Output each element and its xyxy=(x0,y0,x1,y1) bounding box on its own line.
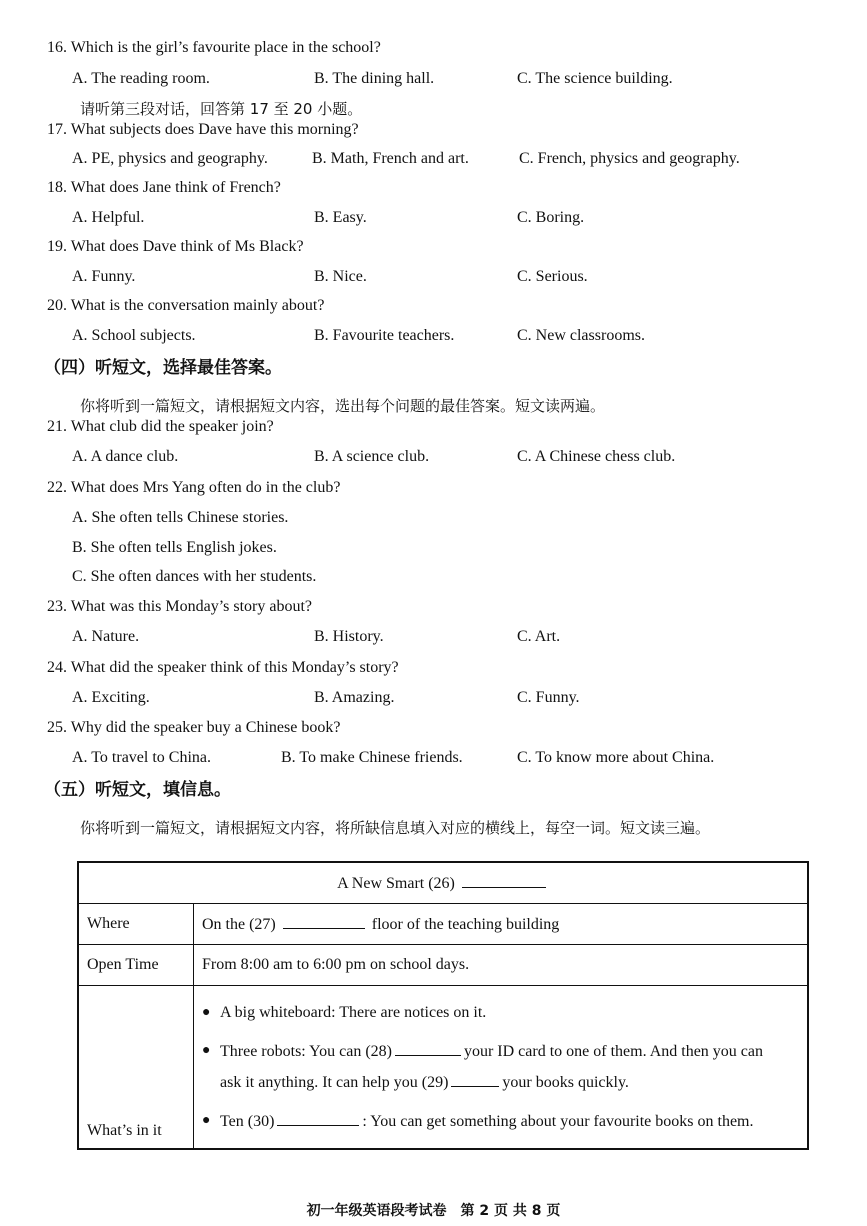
info-table xyxy=(77,861,809,1150)
table-title-cell xyxy=(78,862,808,904)
question-16: 16. Which is the girl’s favourite place in the school? xyxy=(47,39,381,56)
option-17b: B. Math, French and art. xyxy=(312,150,469,167)
section-4-instruction: 你将听到一篇短文，请根据短文内容，选出每个问题的最佳答案。短文读两遍。 xyxy=(80,397,606,415)
where-suffix: floor of the teaching building xyxy=(371,916,560,933)
question-25: 25. Why did the speaker buy a Chinese book? xyxy=(47,719,341,736)
option-18c: C. Boring. xyxy=(517,209,585,226)
bullet-ten xyxy=(202,1111,807,1132)
blank-27[interactable] xyxy=(283,914,365,929)
ten-suffix: : You can get something about your favourite books on them. xyxy=(362,1112,754,1130)
option-25a: A. To travel to China. xyxy=(72,749,212,766)
option-19a: A. Funny. xyxy=(72,268,136,285)
option-18b: B. Easy. xyxy=(314,209,367,226)
option-23a: A. Nature. xyxy=(72,628,140,645)
question-17: 17. What subjects does Dave have this morning? xyxy=(47,121,359,138)
ten-prefix: Ten (30) xyxy=(220,1112,275,1130)
option-22b: B. She often tells English jokes. xyxy=(72,539,277,556)
table-title: A New Smart (26) xyxy=(337,875,455,892)
option-25b: B. To make Chinese friends. xyxy=(281,749,463,766)
question-20: 20. What is the conversation mainly about? xyxy=(47,297,325,314)
option-18a: A. Helpful. xyxy=(72,209,145,226)
option-23c: C. Art. xyxy=(517,628,561,645)
question-23: 23. What was this Monday’s story about? xyxy=(47,598,313,615)
option-20a: A. School subjects. xyxy=(72,327,196,344)
option-24c: C. Funny. xyxy=(517,689,580,706)
option-22c: C. She often dances with her students. xyxy=(72,568,317,585)
section-5-instruction: 你将听到一篇短文，请根据短文内容，将所缺信息填入对应的横线上，每空一词。短文读三遍。 xyxy=(80,819,711,837)
option-20c: C. New classrooms. xyxy=(517,327,645,344)
whats-in-it-label: What’s in it xyxy=(78,986,194,1150)
where-value xyxy=(194,904,809,945)
option-24b: B. Amazing. xyxy=(314,689,395,706)
blank-30[interactable] xyxy=(277,1111,359,1126)
blank-28[interactable] xyxy=(395,1041,461,1056)
option-17a: A. PE, physics and geography. xyxy=(72,150,268,167)
option-16a: A. The reading room. xyxy=(72,70,210,87)
open-time-value: From 8:00 am to 6:00 pm on school days. xyxy=(194,945,809,986)
option-17c: C. French, physics and geography. xyxy=(519,150,740,167)
option-22a: A. She often tells Chinese stories. xyxy=(72,509,289,526)
where-prefix: On the (27) xyxy=(202,916,276,933)
section-4-title: （四）听短文，选择最佳答案。 xyxy=(44,358,282,378)
robots-line2-suffix: your books quickly. xyxy=(502,1073,629,1091)
option-21a: A. A dance club. xyxy=(72,448,179,465)
blank-26[interactable] xyxy=(462,873,546,888)
option-21b: B. A science club. xyxy=(314,448,430,465)
robots-prefix: Three robots: You can (28) xyxy=(220,1042,392,1060)
blank-29[interactable] xyxy=(451,1072,499,1087)
option-16b: B. The dining hall. xyxy=(314,70,435,87)
bullet-robots xyxy=(202,1041,807,1062)
page-footer: 初一年级英语段考试卷 第 2 页 共 8 页 xyxy=(306,1203,561,1219)
section-5-title: （五）听短文，填信息。 xyxy=(44,780,231,800)
robots-suffix: your ID card to one of them. And then you can xyxy=(463,1042,763,1060)
bullet-whiteboard: ● A big whiteboard: There are notices on it. xyxy=(202,1003,807,1023)
option-21c: C. A Chinese chess club. xyxy=(517,448,676,465)
question-18: 18. What does Jane think of French? xyxy=(47,179,281,196)
question-21: 21. What club did the speaker join? xyxy=(47,418,274,435)
robots-line2-prefix: ask it anything. It can help you (29) xyxy=(220,1073,449,1091)
where-label: Where xyxy=(78,904,194,945)
option-23b: B. History. xyxy=(314,628,384,645)
instruction-section3: 请听第三段对话，回答第 17 至 20 小题。 xyxy=(80,100,363,118)
open-time-label: Open Time xyxy=(78,945,194,986)
question-22: 22. What does Mrs Yang often do in the club? xyxy=(47,479,341,496)
whats-in-it-value xyxy=(194,986,809,1150)
question-24: 24. What did the speaker think of this Monday’s story? xyxy=(47,659,399,676)
option-19b: B. Nice. xyxy=(314,268,367,285)
robots-line-2 xyxy=(202,1072,807,1093)
option-20b: B. Favourite teachers. xyxy=(314,327,455,344)
question-19: 19. What does Dave think of Ms Black? xyxy=(47,238,304,255)
option-25c: C. To know more about China. xyxy=(517,749,715,766)
option-16c: C. The science building. xyxy=(517,70,673,87)
option-19c: C. Serious. xyxy=(517,268,588,285)
option-24a: A. Exciting. xyxy=(72,689,150,706)
